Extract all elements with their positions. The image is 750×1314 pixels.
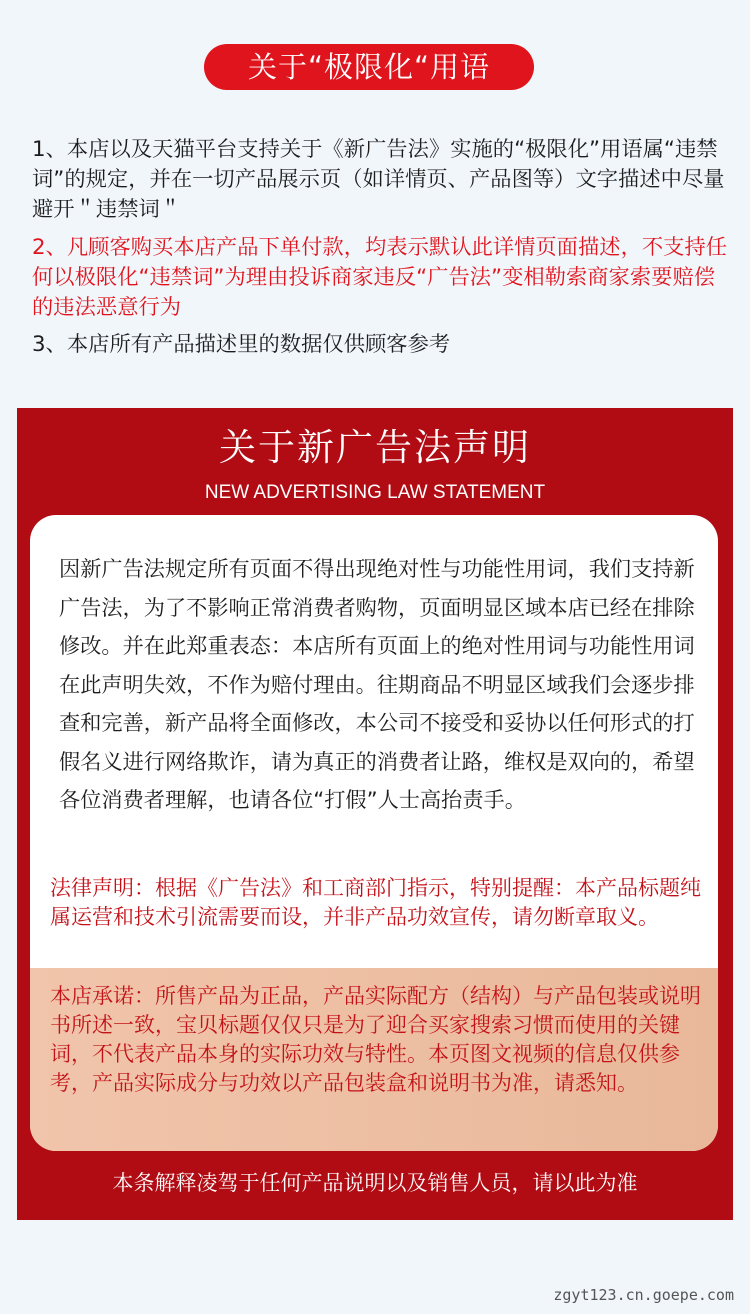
notice-item-3: 3、本店所有产品描述里的数据仅供顾客参考: [32, 332, 451, 357]
watermark: zgyt123.cn.goepe.com: [553, 1286, 734, 1304]
statement-body: 因新广告法规定所有页面不得出现绝对性与功能性用词，我们支持新广告法，为了不影响正常消费者购物，页面明显区域本店已经在排除修改。并在此郑重表态：本店所有页面上的绝对性用词与功能性用词在此声明失效，不作为赔付理由。往期商品不明显区域我们会逐步排查和完善，新产品将全面修改，本公司不接受和妥协以任何形式的打假名义进行网络欺诈，请为真正的消费者让路，维权是双向的，希望各位消费者理解，也请各位“打假”人士高抬责手。: [59, 556, 695, 812]
section-title-pill: 关于“极限化“用语: [204, 44, 534, 90]
statement-title: 关于新广告法声明: [219, 426, 531, 469]
statement-footnote: 本条解释凌驾于任何产品说明以及销售人员，请以此为准: [112, 1171, 638, 1195]
notice-item-2: 2、凡顾客购买本店产品下单付款，均表示默认此详情页面描述，不支持任何以极限化“违禁词”为理由投诉商家违反“广告法”变相勒索商家索要赔偿的违法恶意行为: [32, 235, 728, 320]
store-promise: 本店承诺：所售产品为正品，产品实际配方（结构）与产品包装或说明书所述一致，宝贝标题仅仅只是为了迎合买家搜索习惯而使用的关键词，不代表产品本身的实际功效与特性。本页图文视频的信息仅供参考，产品实际成分与功效以产品包装盒和说明书为准，请悉知。: [50, 984, 701, 1095]
legal-notice: 法律声明：根据《广告法》和工商部门指示，特别提醒：本产品标题纯属运营和技术引流需要而设，并非产品功效宣传，请勿断章取义。: [50, 876, 701, 929]
statement-subtitle: NEW ADVERTISING LAW STATEMENT: [204, 482, 546, 503]
notice-item-1: 1、本店以及天猫平台支持关于《新广告法》实施的“极限化”用语属“违禁词”的规定，并在一切产品展示页（如详情页、产品图等）文字描述中尽量避开＂违禁词＂: [32, 137, 725, 222]
statement-card: [30, 515, 718, 1151]
promise-band: [30, 968, 718, 1151]
